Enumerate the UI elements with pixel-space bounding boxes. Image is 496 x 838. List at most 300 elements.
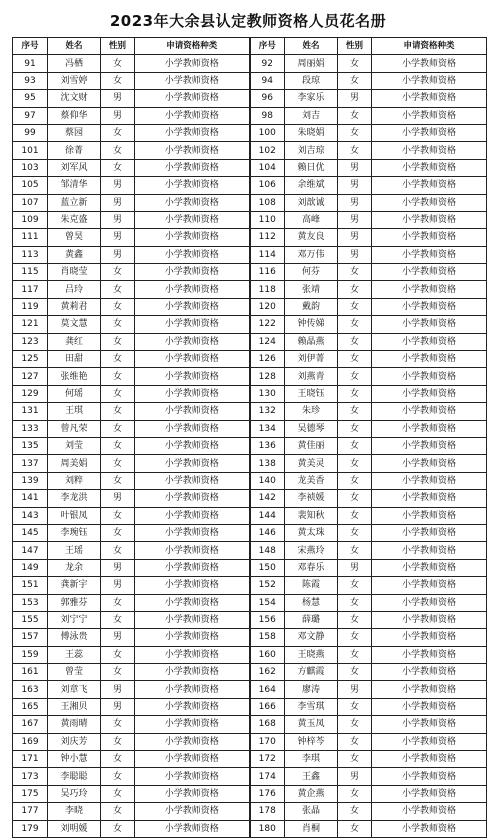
cell-gender-left: 女 [101, 768, 135, 785]
cell-no-left: 141 [13, 490, 48, 507]
cell-gender-right: 女 [338, 316, 372, 333]
cell-type-left: 小学教师资格 [135, 785, 250, 802]
cell-type-right: 小学教师资格 [372, 107, 487, 124]
cell-gender-right: 男 [338, 229, 372, 246]
table-row [13, 646, 487, 663]
cell-gender-right: 女 [338, 124, 372, 141]
cell-gender-right: 女 [338, 281, 372, 298]
cell-name-left: 叶银凤 [48, 507, 101, 524]
cell-gender-left: 女 [101, 820, 135, 837]
cell-type-left: 小学教师资格 [135, 472, 250, 489]
cell-gender-right: 男 [338, 681, 372, 698]
cell-name-right: 杨慧 [285, 594, 338, 611]
cell-no-right: 178 [250, 803, 285, 820]
table-row [13, 403, 487, 420]
cell-gender-right: 女 [338, 785, 372, 802]
cell-type-left: 小学教师资格 [135, 594, 250, 611]
table-row [13, 107, 487, 124]
table-row [13, 698, 487, 715]
cell-no-right: 176 [250, 785, 285, 802]
cell-no-right: 128 [250, 368, 285, 385]
cell-type-left: 小学教师资格 [135, 420, 250, 437]
cell-type-left: 小学教师资格 [135, 559, 250, 576]
cell-no-right: 108 [250, 194, 285, 211]
cell-name-right: 朱晓娟 [285, 124, 338, 141]
cell-type-left: 小学教师资格 [135, 124, 250, 141]
cell-type-left: 小学教师资格 [135, 246, 250, 263]
cell-name-right: 黄美灵 [285, 455, 338, 472]
cell-gender-left: 女 [101, 72, 135, 89]
cell-name-right: 周丽娟 [285, 55, 338, 72]
table-row [13, 472, 487, 489]
cell-type-left: 小学教师资格 [135, 768, 250, 785]
cell-gender-left: 男 [101, 107, 135, 124]
cell-gender-right: 女 [338, 646, 372, 663]
cell-gender-right: 女 [338, 264, 372, 281]
cell-type-right: 小学教师资格 [372, 316, 487, 333]
page-title: 2023年大余县认定教师资格人员花名册 [109, 12, 387, 30]
table-row [13, 733, 487, 750]
cell-type-left: 小学教师资格 [135, 820, 250, 837]
cell-type-right: 小学教师资格 [372, 611, 487, 628]
header-row [13, 38, 487, 55]
roster-table [12, 37, 487, 838]
cell-no-left: 115 [13, 264, 48, 281]
cell-gender-left: 男 [101, 90, 135, 107]
cell-gender-left: 男 [101, 177, 135, 194]
cell-no-left: 161 [13, 664, 48, 681]
cell-type-right: 小学教师资格 [372, 490, 487, 507]
cell-name-left: 刘宁宁 [48, 611, 101, 628]
cell-type-left: 小学教师资格 [135, 229, 250, 246]
cell-name-right: 黄企燕 [285, 785, 338, 802]
cell-type-left: 小学教师资格 [135, 542, 250, 559]
table-row [13, 785, 487, 802]
cell-gender-left: 女 [101, 646, 135, 663]
cell-no-right: 146 [250, 524, 285, 541]
header-gender-right: 性别 [338, 38, 372, 55]
header-no-left: 序号 [13, 38, 48, 55]
table-row [13, 716, 487, 733]
table-row [13, 281, 487, 298]
cell-type-right: 小学教师资格 [372, 751, 487, 768]
cell-no-left: 99 [13, 124, 48, 141]
cell-no-right: 110 [250, 211, 285, 228]
cell-name-right: 王晓燕 [285, 646, 338, 663]
table-row [13, 594, 487, 611]
cell-no-right: 148 [250, 542, 285, 559]
table-row [13, 629, 487, 646]
table-row [13, 316, 487, 333]
cell-name-right: 龙美香 [285, 472, 338, 489]
cell-name-right: 赖晶燕 [285, 333, 338, 350]
cell-gender-left: 女 [101, 368, 135, 385]
table-row [13, 490, 487, 507]
cell-no-right: 92 [250, 55, 285, 72]
cell-gender-left: 女 [101, 333, 135, 350]
cell-no-left: 151 [13, 577, 48, 594]
cell-gender-left: 女 [101, 785, 135, 802]
cell-name-right: 王晓钰 [285, 385, 338, 402]
cell-name-left: 蔡园 [48, 124, 101, 141]
cell-type-right: 小学教师资格 [372, 524, 487, 541]
cell-no-left: 133 [13, 420, 48, 437]
cell-type-right: 小学教师资格 [372, 90, 487, 107]
cell-gender-left: 女 [101, 420, 135, 437]
cell-no-right: 174 [250, 768, 285, 785]
table-row [13, 524, 487, 541]
cell-name-left: 蔡仰华 [48, 107, 101, 124]
cell-type-right: 小学教师资格 [372, 577, 487, 594]
table-row [13, 177, 487, 194]
cell-gender-right: 女 [338, 142, 372, 159]
cell-gender-right: 男 [338, 177, 372, 194]
cell-gender-left: 女 [101, 455, 135, 472]
cell-type-left: 小学教师资格 [135, 142, 250, 159]
cell-type-left: 小学教师资格 [135, 211, 250, 228]
cell-type-left: 小学教师资格 [135, 264, 250, 281]
cell-name-right: 李祯媛 [285, 490, 338, 507]
table-row [13, 298, 487, 315]
cell-name-left: 田甜 [48, 351, 101, 368]
cell-type-left: 小学教师资格 [135, 681, 250, 698]
cell-type-right: 小学教师资格 [372, 194, 487, 211]
cell-name-right: 高峰 [285, 211, 338, 228]
cell-gender-right: 女 [338, 542, 372, 559]
cell-name-left: 刘粹 [48, 472, 101, 489]
cell-type-right: 小学教师资格 [372, 55, 487, 72]
cell-name-left: 郭雅芬 [48, 594, 101, 611]
cell-no-right: 102 [250, 142, 285, 159]
cell-name-right: 黄友良 [285, 229, 338, 246]
cell-gender-left: 女 [101, 751, 135, 768]
cell-no-left: 159 [13, 646, 48, 663]
cell-gender-left: 女 [101, 159, 135, 176]
cell-type-right: 小学教师资格 [372, 177, 487, 194]
cell-no-right: 116 [250, 264, 285, 281]
cell-gender-right: 女 [338, 403, 372, 420]
cell-type-right: 小学教师资格 [372, 542, 487, 559]
table-row [13, 437, 487, 454]
cell-type-right: 小学教师资格 [372, 437, 487, 454]
cell-gender-right: 女 [338, 751, 372, 768]
cell-name-left: 刘军风 [48, 159, 101, 176]
cell-gender-right: 女 [338, 611, 372, 628]
cell-gender-right: 女 [338, 577, 372, 594]
cell-type-left: 小学教师资格 [135, 368, 250, 385]
cell-gender-right: 女 [338, 698, 372, 715]
table-row [13, 577, 487, 594]
cell-name-right: 刘燕青 [285, 368, 338, 385]
cell-name-right: 陈霞 [285, 577, 338, 594]
cell-gender-left: 男 [101, 629, 135, 646]
cell-no-right: 114 [250, 246, 285, 263]
cell-no-right: 152 [250, 577, 285, 594]
table-row [13, 751, 487, 768]
cell-name-left: 黄莉君 [48, 298, 101, 315]
cell-name-left: 龚红 [48, 333, 101, 350]
cell-name-left: 李琬钰 [48, 524, 101, 541]
cell-name-right: 张靖 [285, 281, 338, 298]
cell-gender-right: 男 [338, 768, 372, 785]
cell-type-right: 小学教师资格 [372, 698, 487, 715]
cell-no-right: 138 [250, 455, 285, 472]
cell-gender-left: 女 [101, 542, 135, 559]
cell-name-left: 钟小慧 [48, 751, 101, 768]
cell-no-right: 180 [250, 820, 285, 837]
cell-name-right: 黄玉凤 [285, 716, 338, 733]
table-row [13, 507, 487, 524]
cell-gender-right: 男 [338, 246, 372, 263]
cell-gender-left: 女 [101, 281, 135, 298]
cell-name-right: 朱珍 [285, 403, 338, 420]
cell-gender-left: 女 [101, 124, 135, 141]
cell-type-left: 小学教师资格 [135, 55, 250, 72]
cell-type-right: 小学教师资格 [372, 333, 487, 350]
cell-gender-left: 男 [101, 194, 135, 211]
cell-gender-left: 女 [101, 385, 135, 402]
cell-no-right: 172 [250, 751, 285, 768]
table-row [13, 385, 487, 402]
cell-name-left: 刘庆芳 [48, 733, 101, 750]
cell-type-left: 小学教师资格 [135, 698, 250, 715]
cell-no-right: 120 [250, 298, 285, 315]
cell-type-right: 小学教师资格 [372, 664, 487, 681]
cell-type-right: 小学教师资格 [372, 559, 487, 576]
header-type-left: 申请资格种类 [135, 38, 250, 55]
cell-no-left: 119 [13, 298, 48, 315]
cell-name-left: 王蕊 [48, 646, 101, 663]
cell-no-left: 109 [13, 211, 48, 228]
cell-gender-right: 女 [338, 368, 372, 385]
cell-gender-right: 女 [338, 733, 372, 750]
cell-type-left: 小学教师资格 [135, 403, 250, 420]
cell-gender-left: 女 [101, 264, 135, 281]
cell-type-left: 小学教师资格 [135, 90, 250, 107]
cell-no-left: 149 [13, 559, 48, 576]
cell-no-left: 117 [13, 281, 48, 298]
cell-name-right: 钟传娣 [285, 316, 338, 333]
cell-name-left: 黄雨晴 [48, 716, 101, 733]
cell-no-left: 155 [13, 611, 48, 628]
cell-type-left: 小学教师资格 [135, 298, 250, 315]
cell-no-left: 95 [13, 90, 48, 107]
cell-name-right: 段琼 [285, 72, 338, 89]
cell-no-right: 154 [250, 594, 285, 611]
cell-no-left: 121 [13, 316, 48, 333]
cell-name-left: 吴巧玲 [48, 785, 101, 802]
cell-type-left: 小学教师资格 [135, 437, 250, 454]
cell-no-right: 164 [250, 681, 285, 698]
cell-no-left: 111 [13, 229, 48, 246]
cell-gender-right: 女 [338, 629, 372, 646]
cell-gender-left: 男 [101, 229, 135, 246]
header-name-left: 姓名 [48, 38, 101, 55]
cell-no-left: 123 [13, 333, 48, 350]
cell-type-left: 小学教师资格 [135, 524, 250, 541]
cell-no-left: 173 [13, 768, 48, 785]
cell-gender-right: 女 [338, 420, 372, 437]
cell-name-left: 刘明媛 [48, 820, 101, 837]
cell-type-left: 小学教师资格 [135, 107, 250, 124]
cell-no-left: 103 [13, 159, 48, 176]
cell-no-right: 130 [250, 385, 285, 402]
table-row [13, 664, 487, 681]
cell-name-right: 廖涛 [285, 681, 338, 698]
cell-name-left: 刘雪婷 [48, 72, 101, 89]
cell-name-right: 邓文静 [285, 629, 338, 646]
cell-name-left: 何瑶 [48, 385, 101, 402]
table-row [13, 194, 487, 211]
cell-gender-right: 男 [338, 211, 372, 228]
cell-gender-left: 男 [101, 577, 135, 594]
table-row [13, 542, 487, 559]
cell-type-right: 小学教师资格 [372, 351, 487, 368]
cell-type-right: 小学教师资格 [372, 629, 487, 646]
table-row [13, 211, 487, 228]
cell-no-left: 171 [13, 751, 48, 768]
cell-gender-right: 男 [338, 559, 372, 576]
cell-type-left: 小学教师资格 [135, 333, 250, 350]
cell-gender-left: 女 [101, 437, 135, 454]
cell-no-left: 147 [13, 542, 48, 559]
cell-type-left: 小学教师资格 [135, 751, 250, 768]
cell-type-left: 小学教师资格 [135, 455, 250, 472]
cell-name-left: 蓝立新 [48, 194, 101, 211]
cell-name-left: 曾凡荣 [48, 420, 101, 437]
cell-type-right: 小学教师资格 [372, 124, 487, 141]
cell-name-right: 余维斌 [285, 177, 338, 194]
cell-type-left: 小学教师资格 [135, 177, 250, 194]
table-row [13, 264, 487, 281]
cell-type-right: 小学教师资格 [372, 211, 487, 228]
cell-gender-right: 女 [338, 55, 372, 72]
cell-no-left: 179 [13, 820, 48, 837]
cell-no-left: 165 [13, 698, 48, 715]
cell-name-left: 朱克盛 [48, 211, 101, 228]
cell-name-right: 吴德琴 [285, 420, 338, 437]
table-row [13, 368, 487, 385]
cell-no-right: 100 [250, 124, 285, 141]
cell-gender-right: 女 [338, 437, 372, 454]
cell-type-left: 小学教师资格 [135, 490, 250, 507]
header-name-right: 姓名 [285, 38, 338, 55]
cell-name-right: 戴韵 [285, 298, 338, 315]
cell-type-right: 小学教师资格 [372, 803, 487, 820]
cell-name-right: 刘歆诚 [285, 194, 338, 211]
cell-name-right: 李雪琪 [285, 698, 338, 715]
cell-gender-left: 女 [101, 594, 135, 611]
cell-no-right: 162 [250, 664, 285, 681]
cell-no-left: 91 [13, 55, 48, 72]
cell-name-right: 邓万伟 [285, 246, 338, 263]
cell-gender-left: 女 [101, 524, 135, 541]
cell-name-left: 傅泳贵 [48, 629, 101, 646]
cell-type-right: 小学教师资格 [372, 159, 487, 176]
cell-gender-right: 女 [338, 524, 372, 541]
cell-type-left: 小学教师资格 [135, 507, 250, 524]
cell-type-left: 小学教师资格 [135, 646, 250, 663]
cell-name-right: 刘伊菁 [285, 351, 338, 368]
table-row [13, 820, 487, 837]
cell-name-left: 王琪 [48, 403, 101, 420]
cell-name-right: 裴知秋 [285, 507, 338, 524]
cell-gender-left: 女 [101, 55, 135, 72]
cell-gender-right: 女 [338, 455, 372, 472]
table-row [13, 611, 487, 628]
table-row [13, 90, 487, 107]
cell-no-right: 122 [250, 316, 285, 333]
cell-name-right: 方麒霞 [285, 664, 338, 681]
table-row [13, 455, 487, 472]
table-row [13, 246, 487, 263]
cell-no-right: 104 [250, 159, 285, 176]
cell-name-left: 吕玲 [48, 281, 101, 298]
header-type-right: 申请资格种类 [372, 38, 487, 55]
cell-no-left: 101 [13, 142, 48, 159]
cell-name-right: 李琪 [285, 751, 338, 768]
table-row [13, 559, 487, 576]
table-row [13, 72, 487, 89]
cell-gender-left: 男 [101, 698, 135, 715]
cell-name-right: 王鑫 [285, 768, 338, 785]
cell-name-left: 邹清华 [48, 177, 101, 194]
cell-gender-right: 女 [338, 107, 372, 124]
cell-name-left: 王瑶 [48, 542, 101, 559]
cell-type-right: 小学教师资格 [372, 420, 487, 437]
cell-type-left: 小学教师资格 [135, 803, 250, 820]
cell-type-left: 小学教师资格 [135, 72, 250, 89]
cell-no-left: 175 [13, 785, 48, 802]
cell-name-left: 莫文慧 [48, 316, 101, 333]
cell-name-left: 李晓 [48, 803, 101, 820]
cell-type-right: 小学教师资格 [372, 455, 487, 472]
cell-no-right: 140 [250, 472, 285, 489]
cell-name-right: 何芬 [285, 264, 338, 281]
cell-name-left: 刘章飞 [48, 681, 101, 698]
cell-gender-left: 女 [101, 351, 135, 368]
cell-gender-left: 女 [101, 664, 135, 681]
cell-type-right: 小学教师资格 [372, 768, 487, 785]
cell-type-left: 小学教师资格 [135, 194, 250, 211]
cell-no-right: 160 [250, 646, 285, 663]
cell-no-left: 163 [13, 681, 48, 698]
cell-type-right: 小学教师资格 [372, 472, 487, 489]
cell-name-right: 刘吉琼 [285, 142, 338, 159]
cell-name-right: 张晶 [285, 803, 338, 820]
cell-type-right: 小学教师资格 [372, 385, 487, 402]
cell-gender-left: 女 [101, 716, 135, 733]
cell-no-left: 97 [13, 107, 48, 124]
cell-gender-left: 男 [101, 559, 135, 576]
cell-type-right: 小学教师资格 [372, 229, 487, 246]
cell-no-left: 127 [13, 368, 48, 385]
cell-type-right: 小学教师资格 [372, 785, 487, 802]
cell-name-right: 刘吉 [285, 107, 338, 124]
cell-gender-left: 男 [101, 211, 135, 228]
cell-type-left: 小学教师资格 [135, 281, 250, 298]
cell-gender-right: 女 [338, 472, 372, 489]
cell-gender-left: 男 [101, 246, 135, 263]
cell-type-left: 小学教师资格 [135, 351, 250, 368]
cell-no-left: 125 [13, 351, 48, 368]
cell-type-right: 小学教师资格 [372, 298, 487, 315]
cell-name-right: 黄佳丽 [285, 437, 338, 454]
table-row [13, 142, 487, 159]
cell-no-left: 157 [13, 629, 48, 646]
cell-gender-left: 女 [101, 403, 135, 420]
cell-type-left: 小学教师资格 [135, 664, 250, 681]
